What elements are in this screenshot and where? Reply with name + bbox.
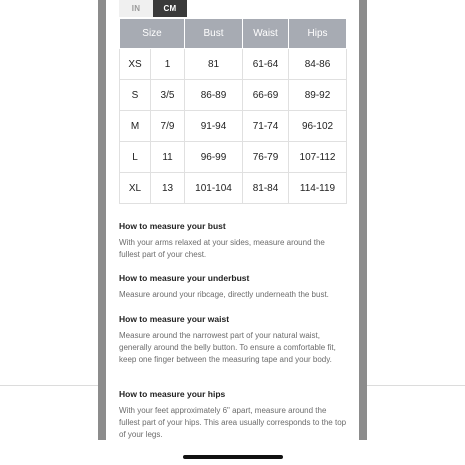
size-number: 3/5 bbox=[151, 80, 185, 111]
hips-value: 89-92 bbox=[289, 80, 347, 111]
home-indicator[interactable] bbox=[183, 455, 283, 459]
overlay-right-edge bbox=[359, 0, 367, 440]
waist-value: 71-74 bbox=[243, 111, 289, 142]
waist-value: 61-64 bbox=[243, 49, 289, 80]
unit-cm-button[interactable]: CM bbox=[153, 0, 187, 17]
waist-value: 76-79 bbox=[243, 142, 289, 173]
header-hips: Hips bbox=[289, 19, 347, 49]
hips-value: 107-112 bbox=[289, 142, 347, 173]
header-waist: Waist bbox=[243, 19, 289, 49]
waist-guide bbox=[119, 314, 347, 366]
bust-value: 81 bbox=[185, 49, 243, 80]
size-label: XS bbox=[120, 49, 151, 80]
waist-value: 66-69 bbox=[243, 80, 289, 111]
size-label: S bbox=[120, 80, 151, 111]
hips-guide bbox=[119, 389, 347, 440]
header-bust: Bust bbox=[185, 19, 243, 49]
underbust-guide bbox=[119, 273, 347, 301]
size-label: L bbox=[120, 142, 151, 173]
hips-value: 114-119 bbox=[289, 173, 347, 204]
bust-guide bbox=[119, 221, 347, 261]
size-chart-table bbox=[119, 18, 347, 204]
bust-value: 91-94 bbox=[185, 111, 243, 142]
header-size: Size bbox=[120, 19, 185, 49]
bust-value: 96-99 bbox=[185, 142, 243, 173]
size-label: M bbox=[120, 111, 151, 142]
guide-text: With your feet approximately 6" apart, measure around the fullest part of your hips. This area usually corresponds to the top of your legs. bbox=[119, 406, 347, 439]
size-number: 1 bbox=[151, 49, 185, 80]
size-number: 13 bbox=[151, 173, 185, 204]
guide-text: With your arms relaxed at your sides, measure around the fullest part of your chest. bbox=[119, 238, 325, 259]
size-number: 11 bbox=[151, 142, 185, 173]
table-row bbox=[120, 173, 347, 204]
unit-toggle bbox=[119, 0, 187, 17]
guide-title: How to measure your underbust bbox=[119, 273, 250, 283]
hips-value: 96-102 bbox=[289, 111, 347, 142]
guide-title: How to measure your waist bbox=[119, 314, 230, 324]
guide-title: How to measure your bust bbox=[119, 221, 226, 231]
guide-text: Measure around your ribcage, directly underneath the bust. bbox=[119, 290, 329, 299]
table-row bbox=[120, 111, 347, 142]
unit-in-button[interactable]: IN bbox=[119, 0, 153, 17]
table-row bbox=[120, 80, 347, 111]
waist-value: 81-84 bbox=[243, 173, 289, 204]
bust-value: 86-89 bbox=[185, 80, 243, 111]
table-row bbox=[120, 142, 347, 173]
background-divider bbox=[367, 385, 465, 386]
size-guide-modal bbox=[106, 0, 359, 440]
overlay-left-edge bbox=[98, 0, 106, 440]
bust-value: 101-104 bbox=[185, 173, 243, 204]
size-label: XL bbox=[120, 173, 151, 204]
table-header-row bbox=[120, 19, 347, 49]
table-row bbox=[120, 49, 347, 80]
size-number: 7/9 bbox=[151, 111, 185, 142]
guide-title: How to measure your hips bbox=[119, 389, 226, 399]
guide-text: Measure around the narrowest part of your natural waist, generally around the belly button. To ensure a comfortable fit, keep one finger between the measuring tape and your body. bbox=[119, 331, 336, 364]
background-divider bbox=[0, 385, 98, 386]
hips-value: 84-86 bbox=[289, 49, 347, 80]
